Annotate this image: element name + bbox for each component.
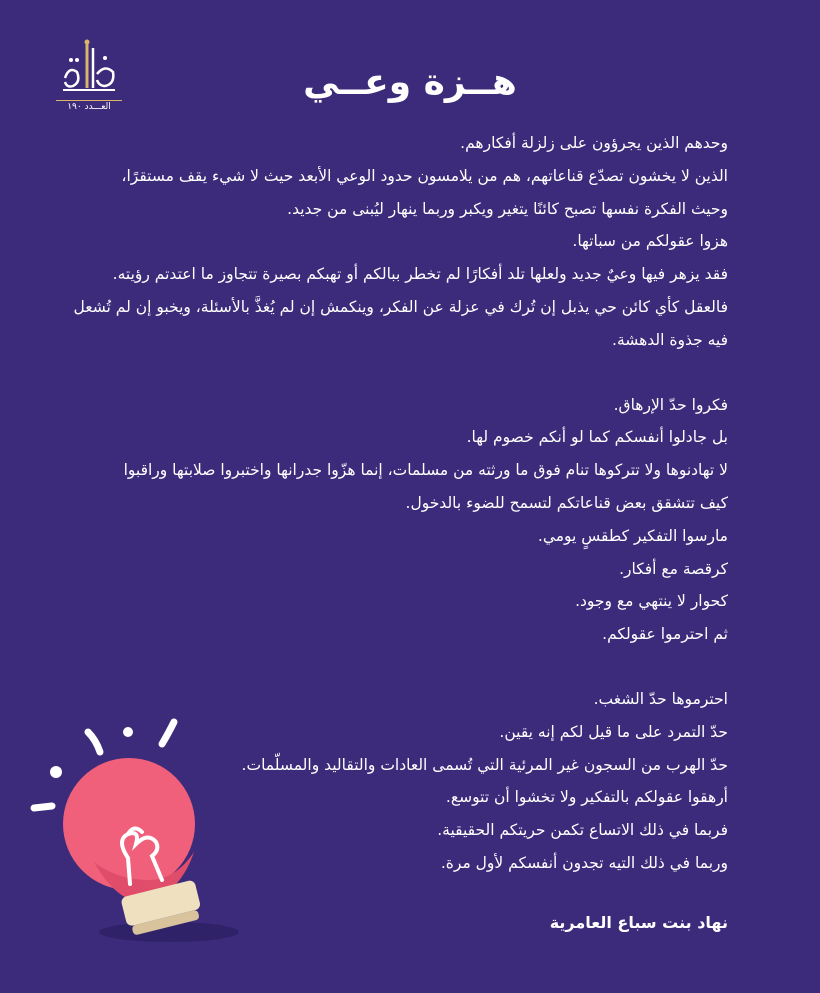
paragraph-gap (88, 357, 728, 389)
text-line: مارسوا التفكير كطقسٍ يومي. (537, 526, 728, 545)
text-line: فقد يزهر فيها وعيٌ جديد ولعلها تلد أفكارًا لم تخطر ببالكم أو تهبكم بصيرة تتجاوز ما اعتدتم رؤيته. (112, 265, 728, 284)
issue-number: العـــدد ١٩٠ (56, 100, 122, 114)
author-name: نهاد بنت سباع العامرية (549, 913, 728, 932)
text-line: الذين لا يخشون تصدّع قناعاتهم، هم من يلامسون حدود الوعي الأبعد حيث لا شيء يقف مستقرًا، (121, 166, 728, 185)
text-line: لا تهادنوها ولا تتركوها تنام فوق ما ورثته من مسلمات، إنما هزّوا جدرانها واختبروا صلابتها وراقبوا (123, 461, 728, 480)
paragraph-gap (88, 651, 728, 683)
text-line: بل جادلوا أنفسكم كما لو أنكم خصوم لها. (466, 428, 728, 447)
text-line: هزوا عقولكم من سباتها. (572, 232, 728, 251)
text-line: فيه جذوة الدهشة. (612, 330, 728, 349)
text-line: وحيث الفكرة نفسها تصبح كائنًا يتغير ويكبر وربما ينهار ليُبنى من جديد. (287, 199, 728, 218)
text-line: كيف تتشقق بعض قناعاتكم لتسمح للضوء بالدخول. (405, 493, 728, 512)
text-line: أرهقوا عقولكم بالتفكير ولا تخشوا أن تتوسع. (445, 788, 728, 807)
text-line: حدّ التمرد على ما قيل لكم إنه يقين. (499, 722, 728, 741)
text-line: وربما في ذلك التيه تجدون أنفسكم لأول مرة. (440, 853, 728, 872)
text-line: وحدهم الذين يجرؤون على زلزلة أفكارهم. (460, 134, 728, 152)
text-line: حدّ الهرب من السجون غير المرئية التي تُسمى العادات والتقاليد والمسلّمات. (241, 755, 728, 774)
article-title: هــزة وعــي (303, 62, 517, 103)
text-line: فالعقل كأي كائن حي يذبل إن تُرك في عزلة عن الفكر، وينكمش إن لم يُغذَّ بالأسئلة، ويخبو إن لم تُشعل (73, 297, 728, 316)
text-line: ثم احترموا عقولكم. (602, 625, 728, 644)
text-line: كحوار لا ينتهي مع وجود. (575, 592, 728, 611)
text-line: كرقصة مع أفكار. (619, 559, 728, 578)
paragraph (73, 127, 728, 357)
text-line: احترموها حدّ الشغب. (593, 689, 728, 708)
text-line: فربما في ذلك الاتساع تكمن حريتكم الحقيقية. (437, 821, 728, 840)
text-line: فكروا حدّ الإرهاق. (613, 395, 728, 414)
lightbulb-icon (24, 712, 254, 952)
paragraph (88, 389, 728, 651)
